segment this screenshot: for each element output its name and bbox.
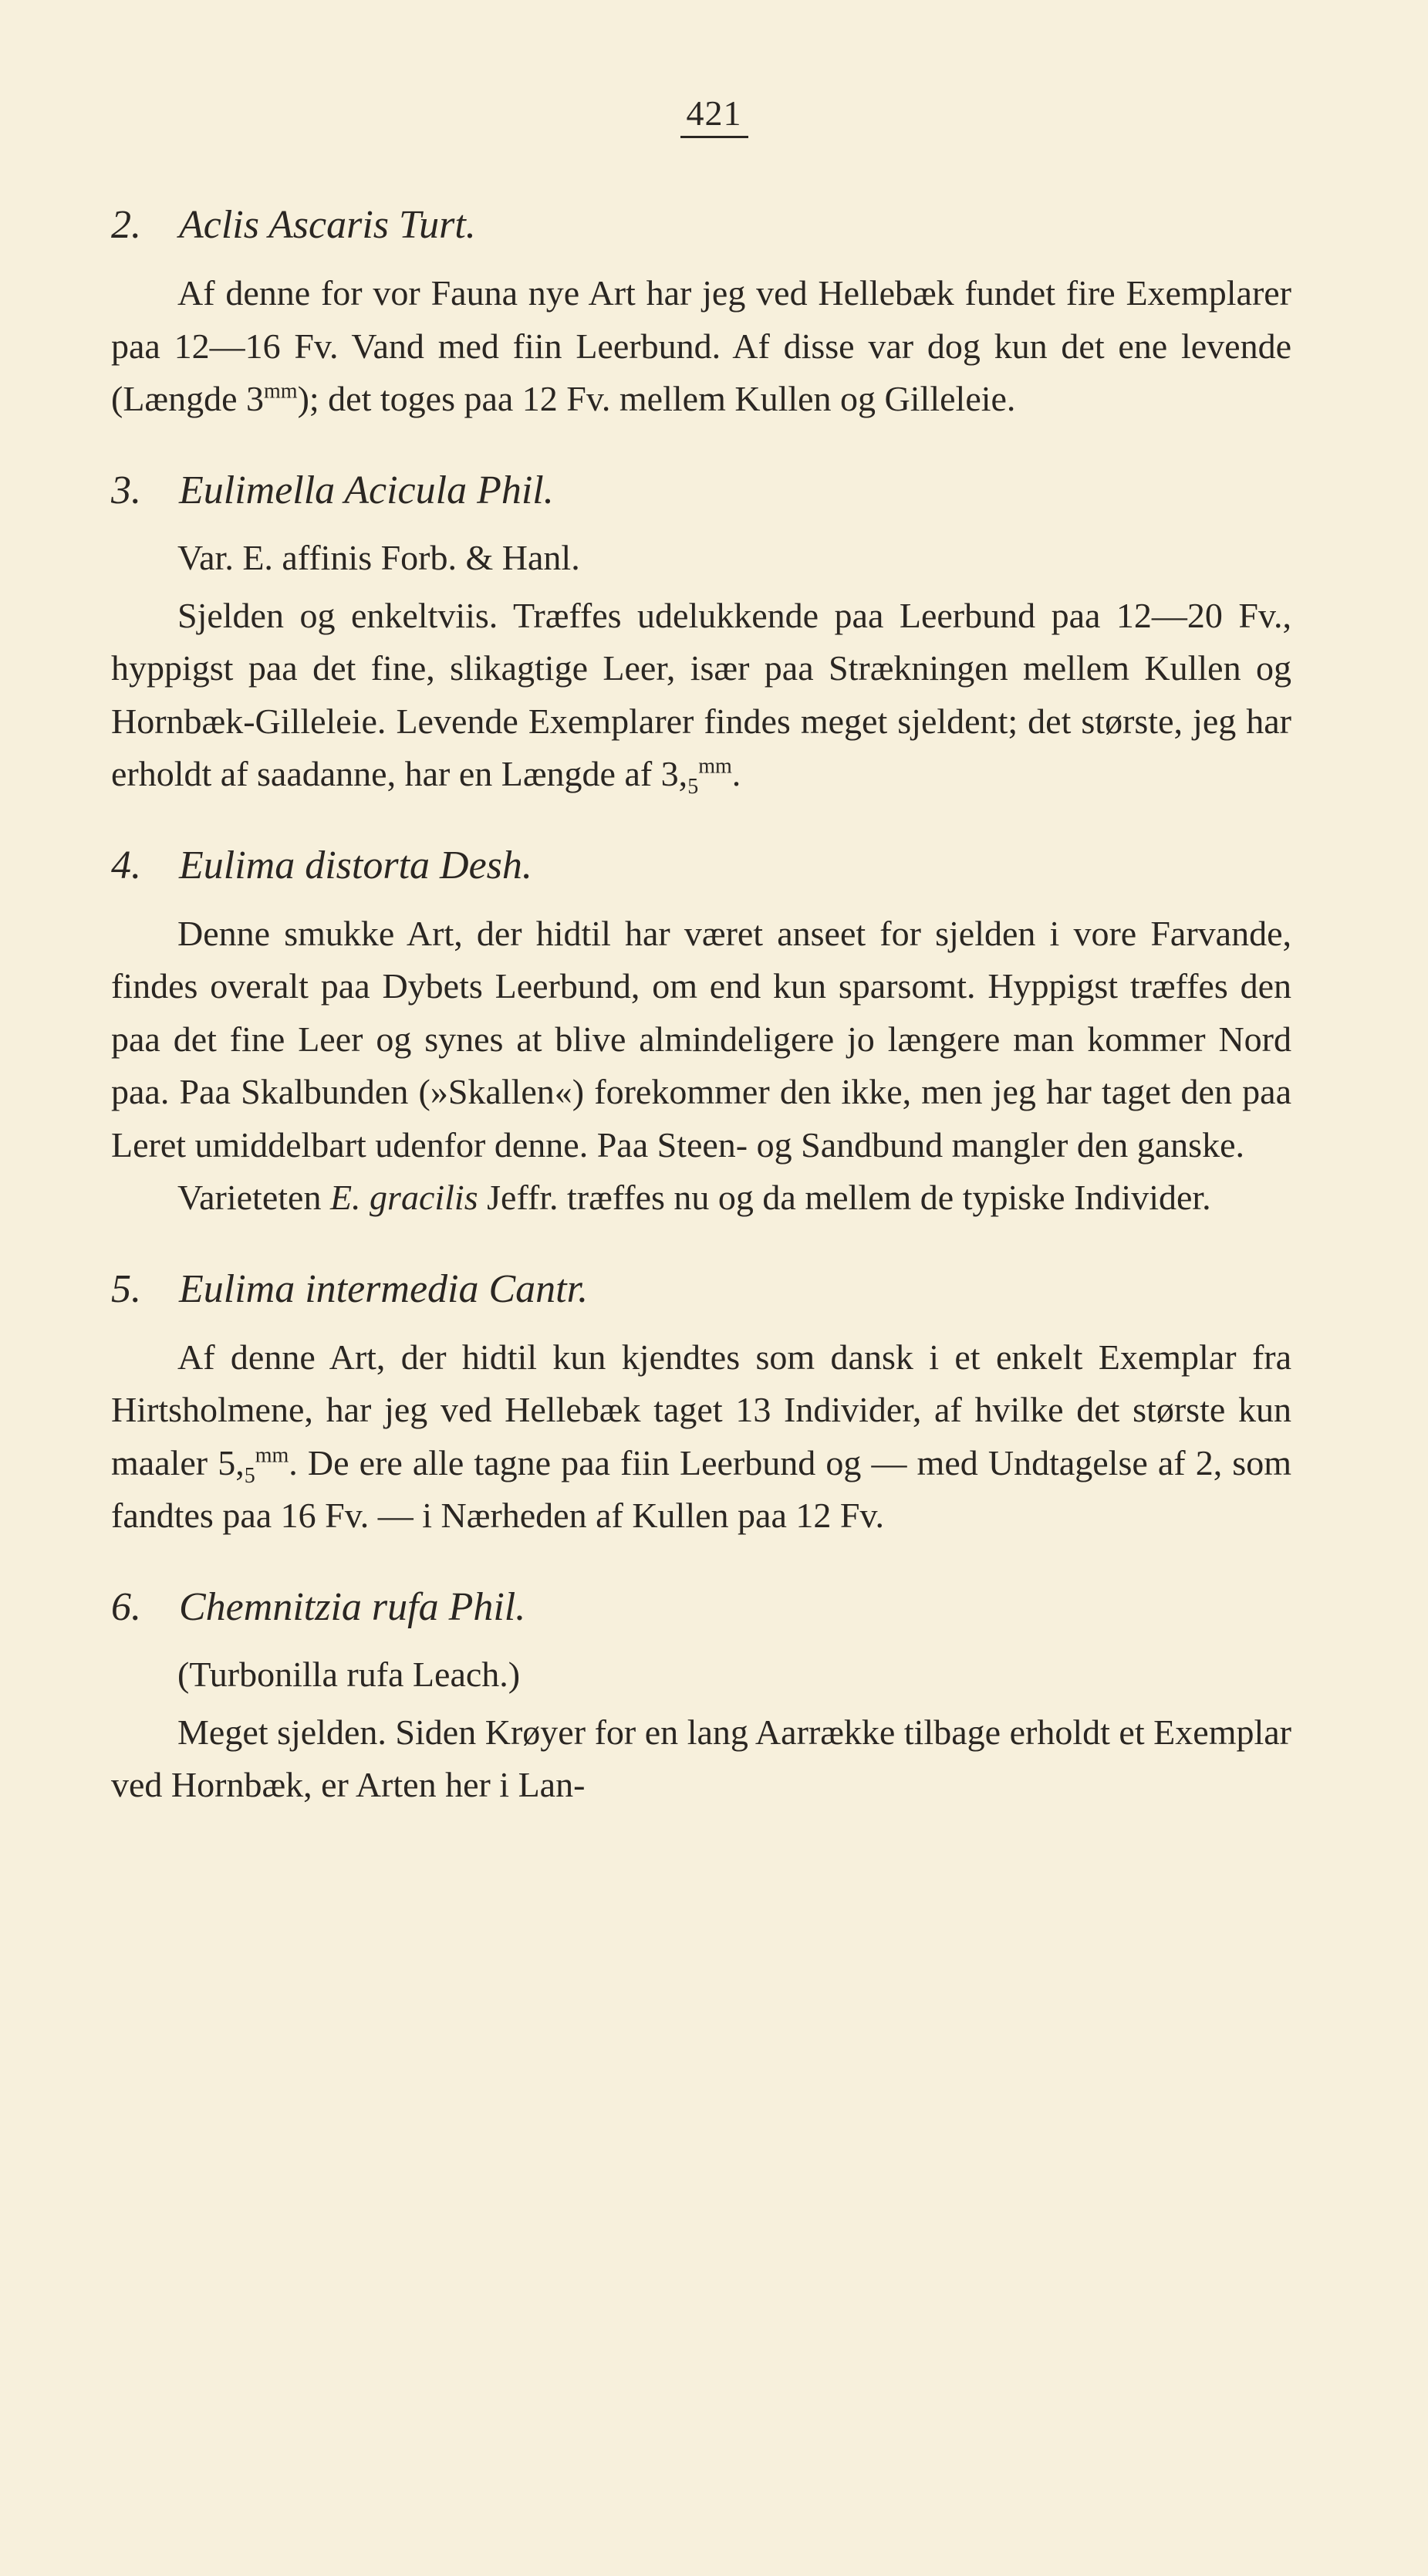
synonym-line: (Turbonilla rufa Leach.) <box>177 1654 521 1694</box>
section-paragraph: Sjelden og enkeltviis. Træffes udelukkende paa Leerbund paa 12—20 Fv., hyppigst paa det fine, slikagtige Leer, især paa Strækningen mellem Kullen og Hornbæk-Gilleleie. Levende Exemplarer findes meget sjeldent; det største, jeg har erholdt af saadanne, har en Længde af $3,_5^{mm}$. <box>111 595 1291 800</box>
page-number: 421 <box>0 91 1428 138</box>
section-paragraph: Af denne Art, der hidtil kun kjendtes som dansk i et enkelt Exemplar fra Hirtsholmene, har jeg ved Hellebæk taget 13 Individer, af hvilke det største kun maaler $5,_5^{mm}$. De ere alle tagne paa fiin Leerbund og — med Undtagelse af 2, som fandtes paa 16 Fv. — i Nærheden af Kullen paa 12 Fv. <box>111 1337 1291 1535</box>
section-chemnitzia-rufa <box>111 1583 1291 1812</box>
section-eulima-intermedia <box>111 1265 1291 1543</box>
variety-paragraph: Varieteten E. gracilis Jeffr. træffes nu og da mellem de typiske Individer. <box>177 1178 1211 1217</box>
section-heading: 5. Eulima intermedia Cantr. <box>111 1266 589 1311</box>
page-content <box>111 201 1291 1812</box>
section-heading: 6. Chemnitzia rufa Phil. <box>111 1584 526 1629</box>
section-heading: 4. Eulima distorta Desh. <box>111 843 532 887</box>
section-eulima-distorta <box>111 841 1291 1225</box>
section-heading: 3. Eulimella Acicula Phil. <box>111 468 554 512</box>
section-paragraph: Denne smukke Art, der hidtil har været anseet for sjelden i vore Farvande, findes overalt paa Dybets Leerbund, om end kun sparsomt. Hyppigst træffes den paa det fine Leer og synes at blive almindeligere jo længere man kommer Nord paa. Paa Skalbunden (»Skallen«) forekommer den ikke, men jeg har taget den paa Leret umiddelbart udenfor denne. Paa Steen- og Sandbund mangler den ganske. <box>111 913 1291 1165</box>
section-aclis-ascaris <box>111 201 1291 426</box>
variety-line: Var. E. affinis Forb. & Hanl. <box>177 537 580 577</box>
section-paragraph: Meget sjelden. Siden Krøyer for en lang Aarrække tilbage erholdt et Exemplar ved Hornbæk, er Arten her i Lan- <box>111 1712 1291 1804</box>
section-eulimella-acicula <box>111 466 1291 801</box>
section-paragraph: Af denne for vor Fauna nye Art har jeg ved Hellebæk fundet fire Exemplarer paa 12—16 Fv. Vand med fiin Leerbund. Af disse var dog kun det ene levende (Længde $3^{mm}$); det toges paa 12 Fv. mellem Kullen og Gilleleie. <box>111 273 1291 418</box>
section-heading: 2. Aclis Ascaris Turt. <box>111 203 476 247</box>
